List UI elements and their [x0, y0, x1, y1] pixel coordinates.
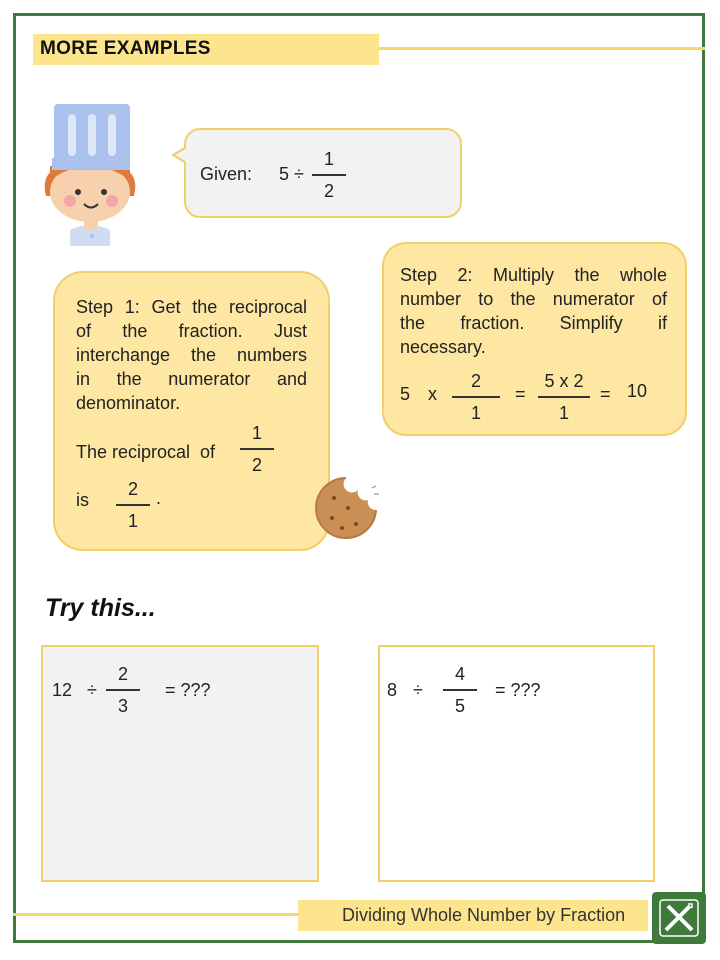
step2-line: Step 2: Multiply the whole: [400, 265, 667, 285]
page-title: MORE EXAMPLES: [40, 38, 211, 59]
problem-fraction: [443, 662, 477, 718]
problem-answer: = ???: [165, 680, 211, 700]
multiplier-numerator: 2: [470, 371, 481, 391]
problem-operator: ÷: [413, 680, 423, 700]
problem-operator: ÷: [87, 680, 97, 700]
given-numerator: 1: [323, 149, 334, 169]
given-denominator: 2: [323, 181, 334, 201]
problem-fraction: [106, 662, 140, 718]
step1-line: denominator.: [76, 393, 181, 413]
try-title: Try this...: [45, 594, 156, 622]
reciprocal-label: The reciprocal of: [76, 442, 216, 462]
result-value: 10: [627, 381, 648, 401]
product-numerator: 5 x 2: [544, 371, 584, 391]
problem-whole: 8: [387, 680, 398, 700]
problem-numerator: 2: [117, 664, 128, 684]
problem-whole: 12: [52, 680, 73, 700]
whole-number: 5: [400, 384, 411, 404]
cookie-icon: [312, 474, 382, 542]
fraction-bar: [538, 396, 590, 398]
problem-denominator: 5: [454, 696, 465, 716]
step2-line: number to the numerator of: [400, 289, 667, 309]
header-divider: [379, 47, 705, 50]
chef-girl-icon: [30, 100, 150, 246]
reciprocal-numerator: 2: [127, 479, 138, 499]
original-denominator: 2: [251, 455, 262, 475]
given-fraction: [312, 147, 346, 203]
step1-line: in the numerator and: [76, 369, 307, 389]
step2-line: the fraction. Simplify if: [400, 313, 667, 333]
footer-title: Dividing Whole Number by Fraction: [342, 905, 626, 925]
equals-sign: =: [600, 384, 611, 404]
fraction-bar: [106, 689, 140, 691]
reciprocal-fraction: [116, 477, 150, 533]
equals-sign: =: [515, 384, 526, 404]
period: .: [156, 488, 162, 508]
step1-line: of the fraction. Just: [76, 321, 307, 341]
problem-numerator: 4: [454, 664, 465, 684]
multiplier-fraction: [452, 369, 500, 425]
multiplier-denominator: 1: [470, 403, 481, 423]
step2-line: necessary.: [400, 337, 486, 357]
logo-badge: [652, 892, 706, 944]
step1-line: Step 1: Get the reciprocal: [76, 297, 307, 317]
given-expression: 5 ÷: [279, 164, 304, 184]
problem-denominator: 3: [117, 696, 128, 716]
fraction-bar: [116, 504, 150, 506]
times-sign: x: [428, 384, 437, 404]
product-denominator: 1: [558, 403, 569, 423]
step1-line: interchange the numbers: [76, 345, 307, 365]
footer-divider: [13, 913, 313, 916]
original-fraction: [240, 421, 274, 477]
original-numerator: 1: [251, 423, 262, 443]
fraction-bar: [312, 174, 346, 176]
fraction-bar: [443, 689, 477, 691]
fraction-bar: [452, 396, 500, 398]
given-label: Given:: [200, 164, 253, 184]
product-fraction: [538, 369, 590, 425]
reciprocal-denominator: 1: [127, 511, 138, 531]
fraction-bar: [240, 448, 274, 450]
speech-tail-fill: [175, 148, 187, 162]
is-label: is: [76, 490, 89, 510]
pencil-ruler-logo-icon: [652, 892, 706, 944]
problem-answer: = ???: [495, 680, 541, 700]
